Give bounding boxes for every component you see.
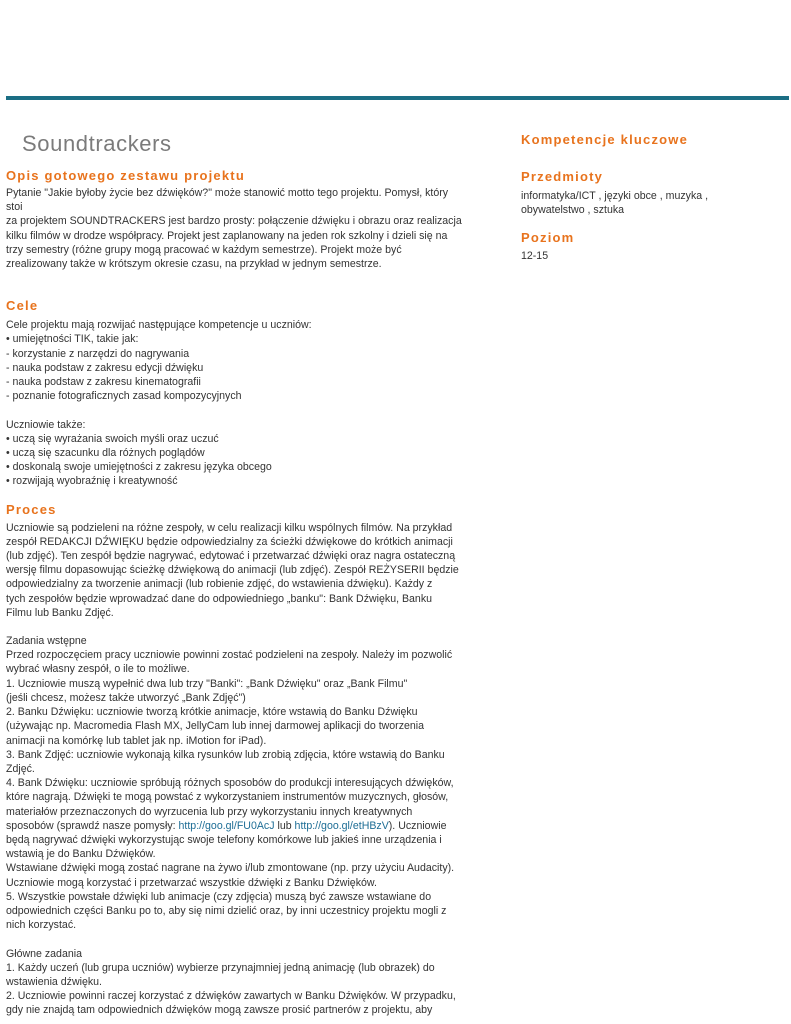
main-content bbox=[6, 130, 506, 1018]
header-divider bbox=[6, 96, 789, 100]
idea-link-1[interactable]: http://goo.gl/FU0AcJ bbox=[178, 819, 275, 832]
poziom-text: 12-15 bbox=[521, 250, 549, 263]
proces-tasks bbox=[6, 634, 506, 1017]
przedmioty-heading: Przedmioty bbox=[521, 169, 604, 184]
tasks-text-part2: ). Uczniowie będą nagrywać dźwięki wykorzystując swoje telefony komórkowe lub jakieś inne urządzenia i wstawią je do Banku Dźwięków. Wstawiane dźwięki mogą zostać nagrane na żywo i/lub zmontowane (np. przy użyciu Audacity). Uczniowie mogą korzystać i przetwarzać wszystkie dźwięki z Banku Dźwięków. 5. Wszystkie powstałe dźwięki lub animacje (czy zdjęcia) muszą być zawsze wstawiane do odpowiednich części Banku po to, aby się nimi dzielić oraz, by inni uczestnicy projektu mogli z nich korzystać. Główne zadania 1. Każdy uczeń (lub grupa uczniów) wybierze przynajmniej jedną animację (lub obrazek) do wstawienia dźwięku. 2. Uczniowie powinni raczej korzystać z dźwięków zawartych w Banku Dźwięków. W przypadku, gdy nie znajdą tam odpowiednich dźwięków mogą zawsze prosić partnerów z projektu, aby bbox=[6, 819, 456, 1017]
przedmioty-text: informatyka/ICT , języki obce , muzyka , obywatelstwo , sztuka bbox=[521, 190, 709, 217]
page-title: Soundtrackers bbox=[22, 131, 172, 156]
opis-text: Pytanie "Jakie byłoby życie bez dźwięków?" może stanowić motto tego projektu. Pomysł, który stoi za projektem SOUNDTRACKERS jest bardzo prosty: połączenie dźwięku i obrazu oraz realizacja kilku filmów w drodze współpracy. Projekt jest zaplanowany na jeden rok szkolny i dzieli się na trzy semestry (różne grupy mogą pracować w każdym semestrze). Projekt może być zrealizowany także w krótszym okresie czasu, na przykład w jednym semestrze. bbox=[6, 187, 462, 271]
tasks-text-part1: Zadania wstępne Przed rozpoczęciem pracy uczniowie powinni zostać podzieleni na zespoły. Należy im pozwolić wybrać własny zespół, o ile to możliwe. 1. Uczniowie muszą wypełnić dwa lub trzy "Banki": „Bank Dźwięku" oraz „Bank Filmu" (jeśli chcesz, możesz także utworzyć „Bank Zdjęć") 2. Banku Dźwięku: uczniowie tworzą krótkie animacje, które wstawią do Banku Dźwięku (używając np. Macromedia Flash MX, JellyCam lub innej darmowej aplikacji do tworzenia animacji na komórkę lub tablet jak np. iMotion for iPad). 3. Bank Zdjęć: uczniowie wykonają kilka rysunków lub zrobią zdjęcia, które wstawią do Banku Zdjęć. 4. Bank Dźwięku: uczniowie spróbują różnych sposobów do produkcji interesujących dźwięków, które nagrają. Dźwięki te mogą powstać z wykorzystaniem instrumentów muzycznych, głosów, materiałów przeznaczonych do wyrzucenia lub przy wykorzystaniu innych kreatywnych sposobów (sprawdź nasze pomysły: bbox=[6, 635, 454, 832]
cele-text: Cele projektu mają rozwijać następujące kompetencje u uczniów: • umiejętności TIK, takie jak: - korzystanie z narzędzi do nagrywania - nauka podstaw z zakresu edycji dźwięku - nauka podstaw z zakresu kinematografii - poznanie fotograficznych zasad kompozycyjnych Uczniowie także: • uczą się wyrażania swoich myśli oraz uczuć • uczą się szacunku dla różnych poglądów • doskonalą swoje umiejętności z zakresu języka obcego • rozwijają wyobraźnię i kreatywność bbox=[6, 319, 312, 488]
cele-heading: Cele bbox=[6, 298, 39, 314]
opis-heading: Opis gotowego zestawu projektu bbox=[6, 168, 245, 183]
link-separator: lub bbox=[274, 819, 295, 832]
idea-link-2[interactable]: http://goo.gl/etHBzV bbox=[294, 819, 389, 832]
kompetencje-heading: Kompetencje kluczowe bbox=[521, 132, 689, 147]
poziom-heading: Poziom bbox=[521, 230, 575, 246]
sidebar bbox=[521, 130, 783, 264]
proces-intro: Uczniowie są podzieleni na różne zespoły, w celu realizacji kilku wspólnych filmów. Na przykład zespół REDAKCJI DŹWIĘKU będzie odpowiedzialny za ścieżki dźwiękowe do krótkich animacji (lub zdjęć). Ten zespół będzie nagrywać, edytować i przetwarzać dźwięki oraz nagra ostateczną wersję filmu dopasowując ścieżkę dźwiękową do animacji (lub zdjęć). Zespół REŻYSERII będzie odpowiedzialny za tworzenie animacji (lub robienie zdjęć, do wstawienia dźwięku). Każdy z tych zespołów będzie wprowadzać dane do odpowiedniego „banku": Bank Dźwięku, Banku Filmu lub Banku Zdjęć. bbox=[6, 521, 459, 619]
proces-heading: Proces bbox=[6, 501, 57, 517]
